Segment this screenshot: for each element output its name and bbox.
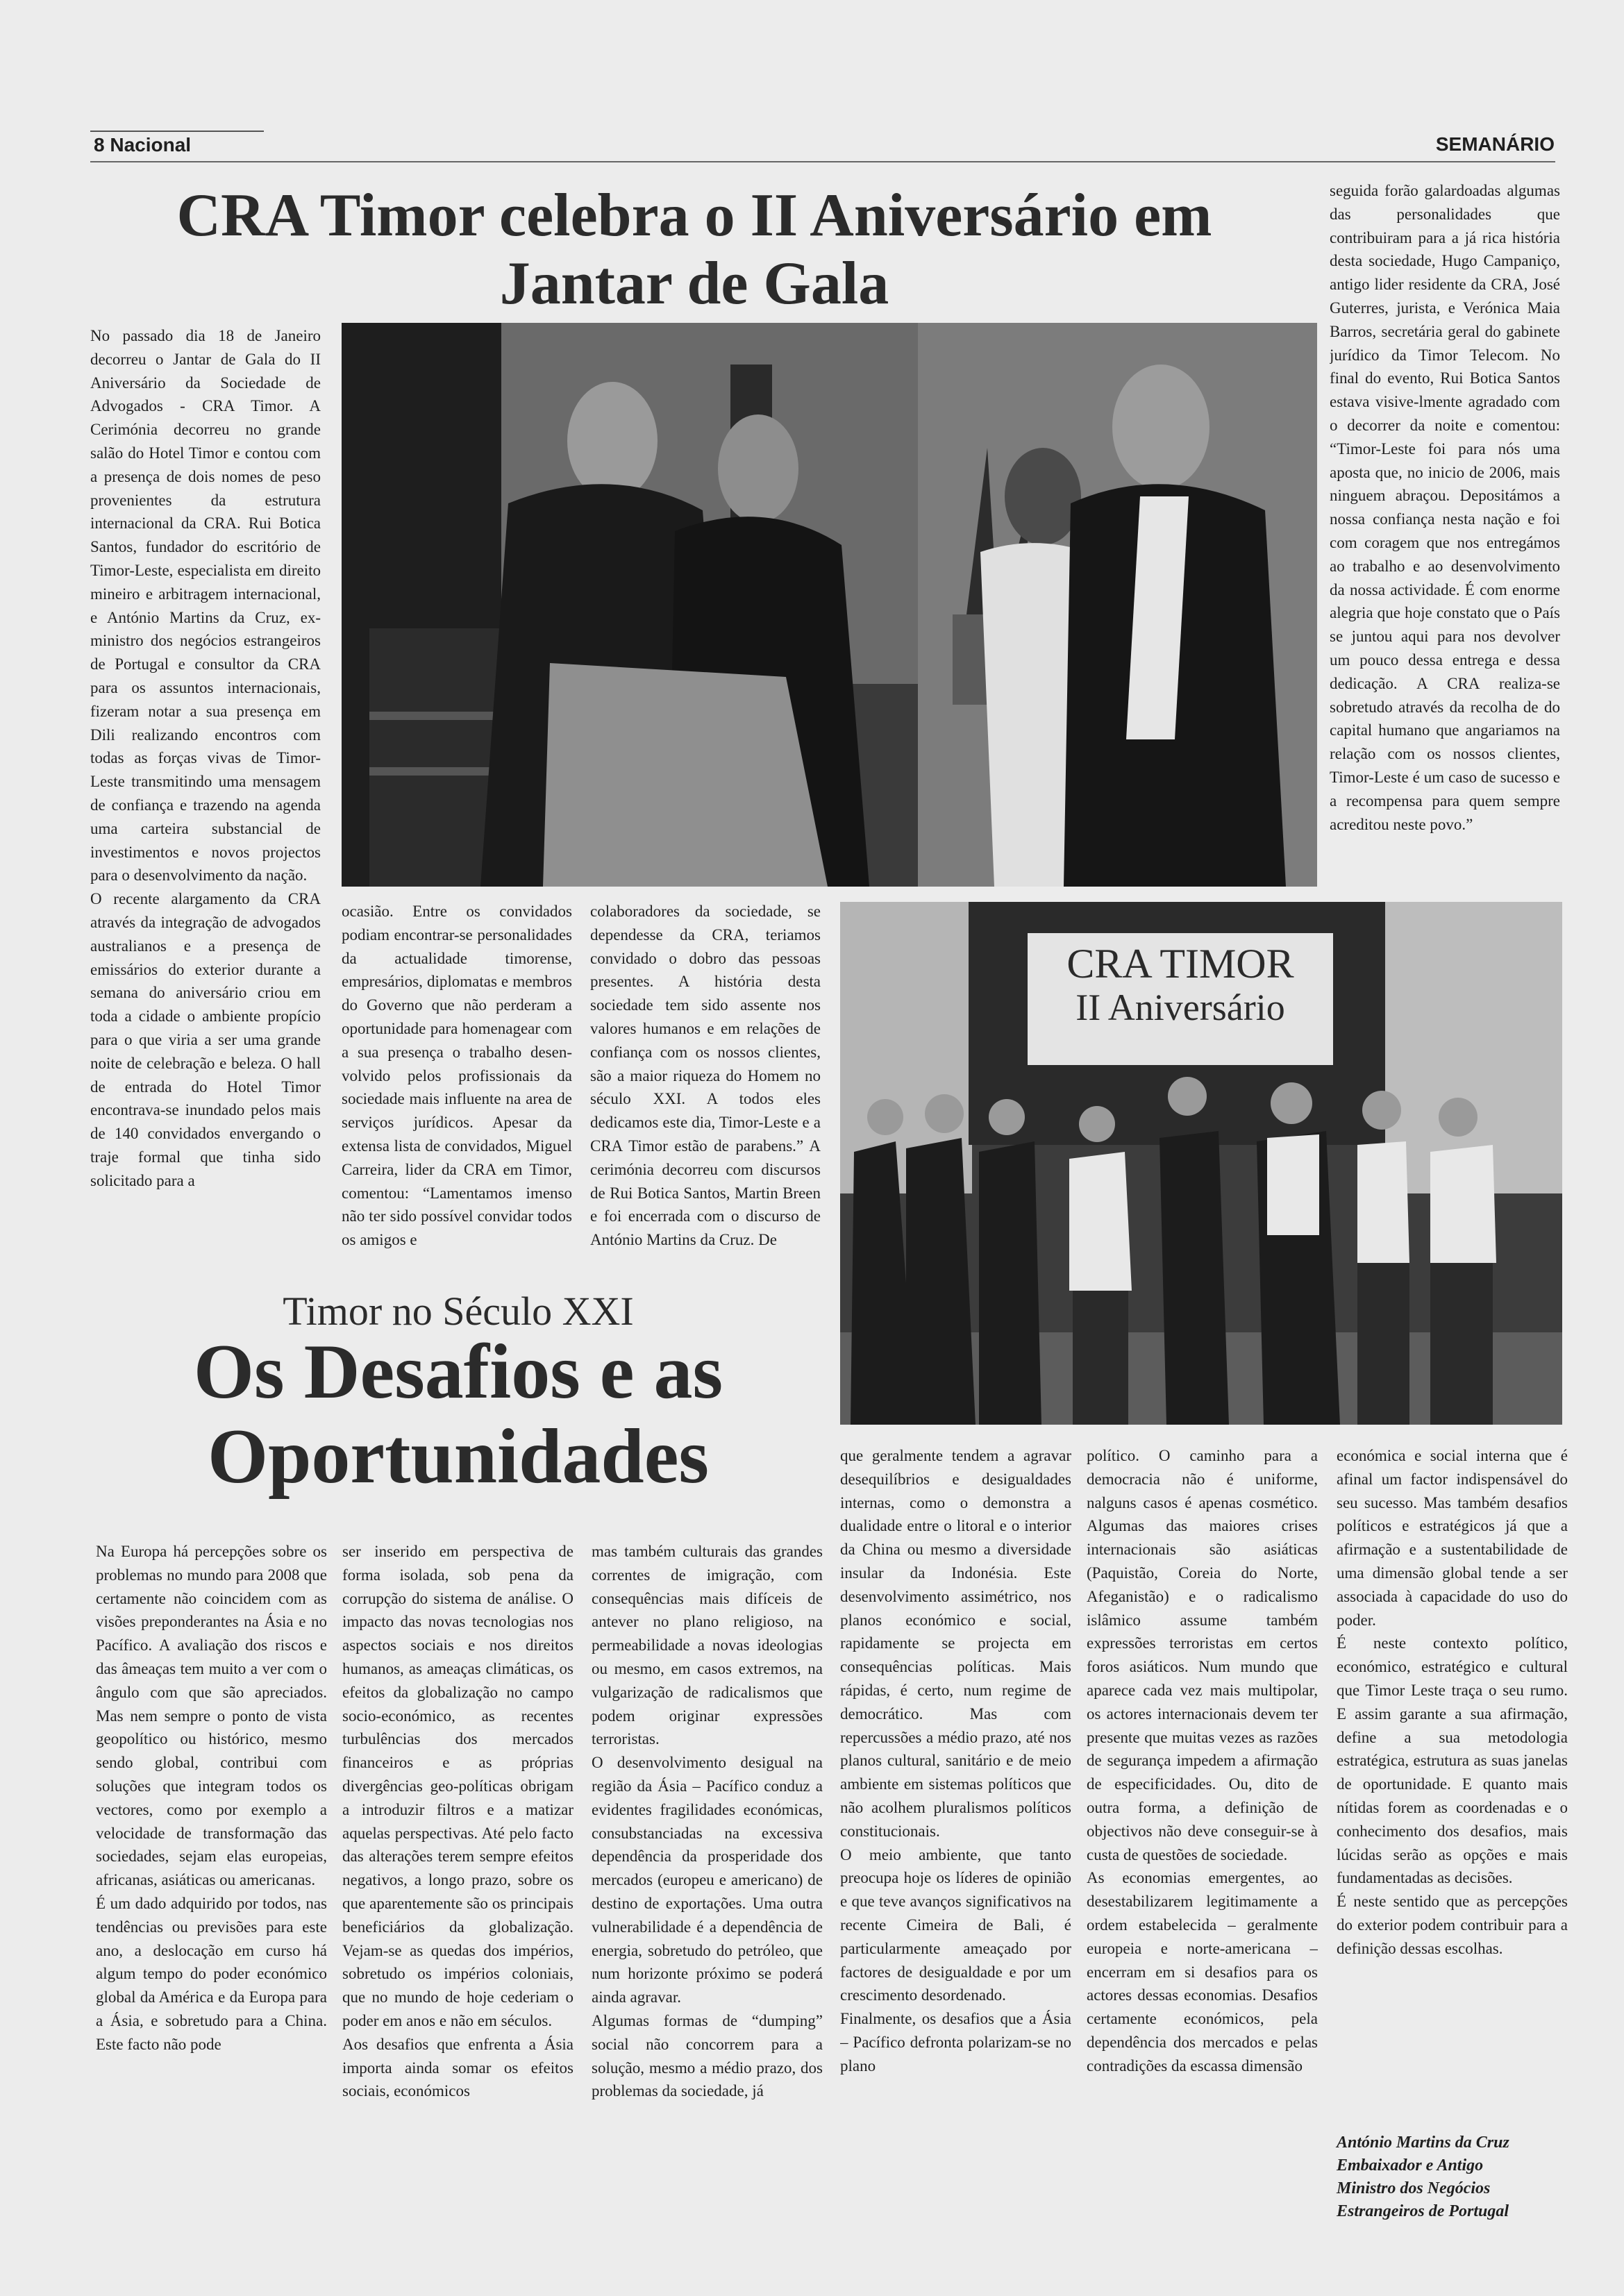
banner-cra-timor: CRA TIMOR (1066, 941, 1294, 987)
article1-column-2 (342, 900, 572, 1268)
article1-column-1 (90, 324, 321, 1279)
article1-paragraph: No passado dia 18 de Janeiro decorreu o Jantar de Gala do II Aniversário da Sociedade de Advogados - CRA Timor. A Cerimónia decorreu no grande salão do Hotel Timor e contou com a presença de dois nomes de peso provenientes da estrutura internacional da CRA. Rui Botica Santos, fundador do escritório de Timor-Leste, especialista em direito mineiro e arbitragem internacional, e António Martins da Cruz, ex-ministro dos negócios estrangeiros de Portugal e consultor da CRA para os assuntos internacionais, fizeram notar a sua presença em Dili realizando encontros com todas as forças vivas de Timor-Leste transmitindo uma mensagem de confiança e trazendo na agenda uma carteira substancial de investimentos e novos projectos para o desenvolvimento da nação. (90, 327, 321, 885)
article1-column-4 (1330, 179, 1560, 894)
article2-signature (1337, 2131, 1568, 2223)
paper-name: SEMANÁRIO (1435, 133, 1555, 155)
article2-paragraph: que geralmente tendem a agravar desequilíbrios e desigualdades internas, como o demonstra a dualidade entre o litoral e o interior da China ou mesmo a diversidade insular da Indonésia. Este desenvolvimento assimétrico, nos planos económico e social, rapidamente se projecta em consequências políticas. Mais rápidas, é certo, num regime de democrático. Mas com repercussões a médio prazo, até nos planos cultural, sanitário e de meio ambiente em sistemas políticos que não acolhem pluralismos políticos constitucionais. (840, 1447, 1071, 1840)
article2-paragraph: É um dado adquirido por todos, nas tendências ou previsões para este ano, a deslocação em curso há algum tempo do poder económico global da América e da Europa para a Ásia, e sobretudo para a China. Este facto não pode (96, 1894, 327, 2053)
article1-paragraph: O recente alargamento da CRA através da integração de advogados australianos e a presença de emissários do exterior durante a semana do aniversário criou em toda a cidade o ambiente propício para o que viria a ser uma grande noite de celebração e beleza. O hall de entrada do Hotel Timor encontrava-se inundado pelos mais de 140 convidados envergando o traje formal que tinha sido solicitado para a (90, 890, 321, 1189)
header-rule (90, 161, 1555, 162)
article2-paragraph: económica e social interna que é afinal um factor indispensável do seu sucesso. Mas também desafios políticos e estratégicos já que a afirmação e a sustentabilidade de uma dimensão global tende a ser associada à capacidade do uso do poder. (1337, 1447, 1568, 1629)
article1-column-3 (590, 900, 821, 1268)
article2-paragraph: O desenvolvimento desigual na região da Ásia – Pacífico conduz a evidentes fragilidades económicas, consubstanciadas na excessiva dependência da prosperidade dos mercados (europeu e americano) de destino de exportações. Uma outra vulnerabilidade é a dependência de energia, sobretudo do petróleo, que num horizonte próximo se poderá ainda agravar. (592, 1754, 823, 2006)
article2-kicker: Timor no Século XXI (283, 1289, 634, 1334)
article2-paragraph: mas também culturais das grandes correntes de imigração, com consequências mais difíceis de antever no plano religioso, na permeabilidade a novas ideologias ou mesmo, em casos extremos, na vulgarização de radicalismos que podem originar expressões terroristas. (592, 1543, 823, 1748)
photo-podium-ceremony (342, 323, 1317, 887)
article2-column-4 (840, 1444, 1071, 2236)
article2-paragraph: As economias emergentes, ao desestabilizarem legitimamente a ordem estabelecida – geralmente europeia e norte-americana – encerram em si desafios para os actores dessas economias. Desafios certamente económicos, pela dependência dos mercados e pelas contradições da escassa dimensão (1087, 1869, 1318, 2075)
header-short-rule (90, 131, 264, 132)
article1-paragraph: ocasião. Entre os convidados podiam encontrar-se personalidades da actualidade timorense, empresários, diplomatas e membros do Governo que não perderam a oportunidade para homenagear com a sua presença o trabalho desen-volvido pelos profissionais da sociedade mais influente na area de serviços jurídicos. Apesar da extensa lista de convidados, Miguel Carreira, lider da CRA em Timor, comentou: “Lamentamos imenso não ter sido possível convidar todos os amigos e (342, 903, 572, 1249)
article2-column-6 (1337, 1444, 1568, 2121)
article2-column-5 (1087, 1444, 1318, 2236)
article2-paragraph: O meio ambiente, que tanto preocupa hoje os líderes de opinião e que teve avanços significativos na recente Cimeira de Bali, é particularmente ameaçado por factores de desigualdade e por um crescimento desordenado. (840, 1845, 1071, 2004)
article2-headline: Os Desafios e as Oportunidades (193, 1329, 723, 1500)
article2-paragraph: ser inserido em perspectiva de forma isolada, sob pena da corrupção do sistema de análise. O impacto das novas tecnologias nos aspectos sociais e nos direitos humanos, as ameaças climáticas, os efeitos da globalização no campo socio-económico, as recentes turbulências dos mercados financeiros e as próprias divergências geo-políticas obrigam a introduzir filtros e a matizar aquelas perspectivas. Até pelo facto das alterações terem sempre efeitos negativos, a longo prazo, sobre os que aparentemente são os principais beneficiários da globalização. Vejam-se as quedas dos impérios, sobretudo os impérios coloniais, que no mundo de hoje cederiam o poder em anos e não em séculos. (342, 1543, 574, 2029)
article2-paragraph: É neste contexto político, económico, estratégico e cultural que Timor Leste traça o seu rumo. E assim garante a sua afirmação, define a sua metodologia estratégica, estrutura as suas janelas de oportunidade. E quanto mais nítidas forem as coordenadas e o conhecimento dos desafios, mais lúcidas serão as opções e mais fundamentadas as decisões. (1337, 1634, 1568, 1887)
signature-role-3: Estrangeiros de Portugal (1337, 2202, 1509, 2220)
article1-paragraph: seguida forão galardoadas algumas das personalidades que contribuiram para a já rica história desta sociedade, Hugo Campaniço, antigo lider residente da CRA, José Guterres, jurista, e Verónica Maia Barros, secretária geral do gabinete jurídico da Timor Telecom. No final do evento, Rui Botica Santos estava visive-lmente agradado com o decorrer da noite e comentou: “Timor-Leste foi para nós uma aposta que, no inicio de 2006, mais ninguem abraçou. Depositámos a nossa confiança nesta nação e foi com coragem que nos entregámos ao trabalho e ao desenvolvimento da nossa actividade. É com enorme alegria que hoje constato que o País se juntou aqui para nos devolver um pouco dessa entrega e dessa dedicação. A CRA realiza-se sobretudo através da recolha de do capital humano que angariamos na relação com os nossos clientes, Timor-Leste é um caso de sucesso e a recompensa para quem sempre acreditou neste povo.” (1330, 182, 1560, 833)
section-label: 8 Nacional (94, 134, 192, 156)
article2-paragraph: Algumas formas de “dumping” social não concorrem para a solução, mesmo a médio prazo, dos problemas da sociedade, já (592, 2011, 823, 2100)
article2-paragraph: Finalmente, os desafios que a Ásia – Pacífico defronta polarizam-se no plano (840, 2010, 1071, 2075)
signature-role-2: Ministro dos Negócios (1337, 2179, 1491, 2197)
article2-column-1 (96, 1540, 327, 2234)
article2-paragraph: Aos desafios que enfrenta a Ásia importa ainda somar os efeitos sociais, económicos (342, 2035, 574, 2100)
photo-group (840, 902, 1562, 1425)
article1-paragraph: colaboradores da sociedade, se dependesse da CRA, teriamos convidado o dobro das pessoas presentes. A história desta sociedade tem sido assente nos valores humanos e em relações de confiança com os nossos clientes, são a maior riqueza do Homem no século XXI. A todos eles dedicamos este dia, Timor-Leste e a CRA Timor estão de parabens.” A cerimónia decorreu com discursos de Rui Botica Santos, Martin Breen e foi encerrada com o discurso de António Martins da Cruz. De (590, 903, 821, 1249)
signature-role-1: Embaixador e Antigo (1337, 2156, 1484, 2175)
signature-name: António Martins da Cruz (1337, 2134, 1509, 2152)
photo-podium-image (342, 323, 1317, 887)
article2-paragraph: Na Europa há percepções sobre os problemas no mundo para 2008 que certamente não coincidem com as visões preponderantes na Ásia e no Pacífico. A avaliação dos riscos e das âmeaças tem muito a ver com o ângulo com que são apreciados. Mas nem sempre o ponto de vista geopolítico ou histórico, mesmo sendo global, contribui com soluções que integram todos os vectores, como por exemplo a velocidade de transformação das sociedades, sejam elas europeias, africanas, asiáticas ou americanas. (96, 1543, 327, 1889)
article2-column-3 (592, 1540, 823, 2234)
article2-column-2 (342, 1540, 574, 2234)
article1-headline: CRA Timor celebra o II Aniversário em Jantar de Gala (176, 182, 1212, 317)
article2-paragraph: É neste sentido que as percepções do exterior podem contribuir para a definição dessas escolhas. (1337, 1893, 1568, 1957)
banner-aniversario: II Aniversário (1075, 987, 1285, 1028)
article2-paragraph: político. O caminho para a democracia não é uniforme, nalguns casos é apenas cosmético. Algumas das maiores crises internacionais são asiáticas (Paquistão, Coreia do Norte, Afeganistão) e o radicalismo islâmico assume também expressões terroristas em certos foros asiáticos. Num mundo que aparece cada vez mais multipolar, os actores internacionais devem ter presente que muitas vezes as razões de segurança impedem a afirmação de especificidades. Ou, dito de outra forma, a definição de objectivos não deve conseguir-se à custa de questões de sociedade. (1087, 1447, 1318, 1863)
